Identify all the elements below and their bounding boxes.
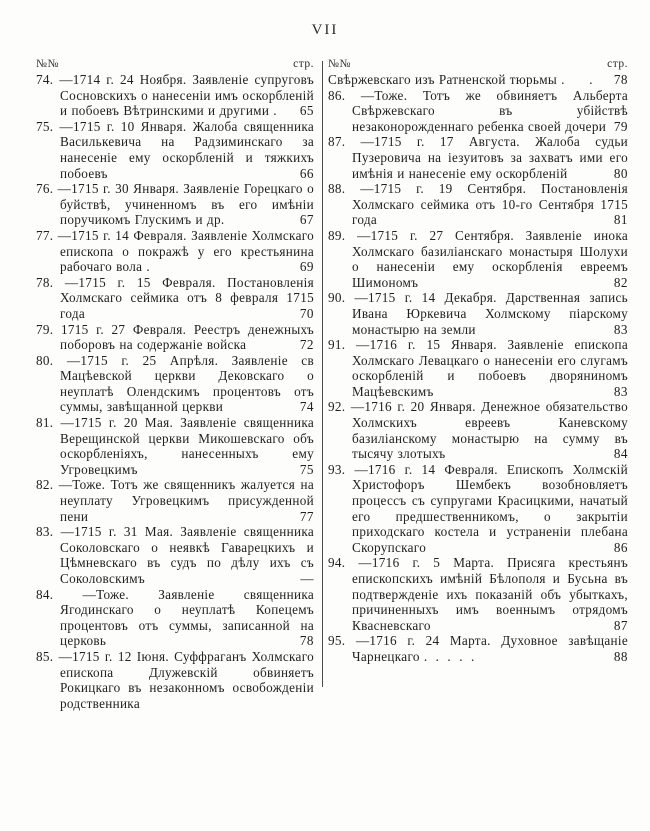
entry-text: —Тоже. Тотъ же священникъ жалуется на неуплату Угровецкимъ присужденной пени — [58, 477, 314, 524]
entry-page-number: 78 — [613, 72, 628, 87]
entry-text: —1716 г. 24 Марта. Духовное завѣщаніе Чарнецкаго . . . . . — [352, 633, 628, 664]
number-column-header: №№ — [328, 58, 351, 70]
toc-entry — [36, 353, 314, 415]
entry-page-number: 69 — [299, 259, 314, 275]
entry-text: —1715 г. 31 Мая. Заявленіе священника Соколовскаго о неявкѣ Гаварецкихъ и Цѣмневскаго въ судъ по дѣлу ихъ съ Соколовскимъ — [60, 524, 314, 586]
entry-page-number: 78 — [299, 633, 314, 649]
entry-page-number: 70 — [299, 305, 314, 321]
entry-text: —Тоже. Заявленіе священника Ягодинскаго о неуплатѣ Копецемъ процентовъ отъ суммы, записанной на церковь — [60, 586, 314, 649]
entry-text: —1715 г. 25 Апрѣля. Заявленіе св Мацѣевской церкви Дековскаго о неуплатѣ Олендскимъ процентовъ отъ суммы, завѣщанной церкви — [60, 352, 314, 415]
entry-number: 80. — [36, 352, 54, 368]
entry-page-number: 83 — [613, 383, 628, 399]
entry-page-number: 66 — [299, 165, 314, 181]
toc-entry — [328, 337, 628, 399]
toc-entry — [36, 415, 314, 477]
entry-text: Свѣржевскаго изъ Ратненской тюрьмы . . — [328, 72, 593, 87]
entry-page-number: 79 — [613, 118, 628, 134]
toc-entry — [328, 181, 628, 228]
entry-number: 79. — [36, 321, 54, 337]
entry-number: 77. — [36, 227, 54, 243]
entry-number: 81. — [36, 415, 54, 431]
page-number-roman: VII — [311, 22, 339, 38]
page-column-header: стр. — [607, 58, 628, 70]
entry-text: —1715 г. 19 Сентября. Постановленія Холмскаго сеймика отъ 10-го Сентября 1715 года — [352, 181, 628, 228]
toc-column-left — [36, 53, 314, 711]
entry-number: 89. — [328, 227, 346, 243]
entry-number: 92. — [328, 399, 346, 415]
entry-text: —1715 г. 20 Мая. Заявленіе священника Верещинской церкви Микошевскаго объ оскорбленіяхъ, нанесенныхъ ему Угровецкимъ — [60, 415, 314, 477]
entry-text: —1716 г. 15 Января. Заявленіе епископа Холмскаго Левацкаго о нанесеніи его слугамъ оскорбленій и побоевъ дворяниномъ Мацѣевскимъ — [352, 337, 628, 399]
entry-text: —1715 г. 14 Декабря. Дарственная запись Ивана Юркевича Холмскому піарскому монастырю на земли — [352, 290, 628, 337]
entry-page-number: 83 — [613, 321, 628, 337]
entry-number: 83. — [36, 524, 54, 540]
toc-entry — [36, 649, 314, 711]
entry-text: —Тоже. Тотъ же обвиняетъ Альберта Свѣржевскаго въ убійствѣ незаконорожденнаго ребенка своей дочери — [352, 87, 628, 134]
toc-entry — [328, 290, 628, 337]
entry-page-number: 84 — [613, 446, 628, 462]
entry-text: —1716 г. 20 Января. Денежное обязательство Холмскихъ евреевъ Каневскому базиліанскому монастырю на сумму въ тысячу злотыхъ — [350, 399, 628, 462]
entry-number: 90. — [328, 290, 346, 306]
entry-text: —1716 г. 14 Февраля. Епископъ Холмскій Христофоръ Шембекъ возобновляетъ процессъ съ супругами Красицкими, начатый его предшественникомъ, о закрытіи приходскаго костела и устраненіи плебана Скорупскаго — [352, 461, 628, 555]
toc-entry — [328, 228, 628, 290]
entry-text: 1715 г. 27 Февраля. Реестръ денежныхъ поборовъ на содержаніе войска — [60, 321, 314, 353]
toc-entry — [328, 633, 628, 664]
toc-entry — [328, 399, 628, 461]
entry-text: —1715 г. 12 Іюня. Суффраганъ Холмскаго епископа Длужевскій обвиняетъ Рокицкаго въ незаконномъ освобожденіи родственника — [58, 648, 314, 711]
entry-page-number: 82 — [613, 274, 628, 290]
entry-page-number: 77 — [299, 508, 314, 524]
toc-column-right — [328, 53, 628, 711]
entry-page-number: 81 — [613, 212, 628, 228]
entry-number: 76. — [36, 181, 54, 197]
toc-entry — [36, 72, 314, 119]
entry-page-number: 67 — [299, 212, 314, 228]
entry-number: 84. — [36, 586, 54, 602]
column-header-left — [36, 53, 314, 70]
toc-entry — [328, 88, 628, 135]
toc-entry — [328, 555, 628, 633]
entry-number: 87. — [328, 134, 346, 150]
entry-number: 74. — [36, 72, 54, 87]
number-column-header: №№ — [36, 58, 59, 70]
toc-entry — [328, 72, 628, 88]
entry-text: —1716 г. 5 Марта. Присяга крестьянъ епископскихъ имѣній Бѣлополя и Бусьна въ подтвержденіе ихъ показаній объ убыткахъ, причиненныхъ имъ военнымъ отрядомъ Квасневскаго — [352, 555, 628, 633]
entry-number: 93. — [328, 461, 346, 477]
entry-page-number: 88 — [613, 648, 628, 664]
toc-entry — [36, 477, 314, 524]
toc-entry — [36, 119, 314, 181]
toc-entry — [36, 228, 314, 275]
page-column-header: стр. — [293, 58, 314, 70]
entry-page-number: 86 — [613, 539, 628, 555]
entry-text: —1714 г. 24 Ноября. Заявленіе супруговъ Сосновскихъ о нанесеніи имъ оскорбленій и побоевъ Вѣтринскими и другими . — [59, 72, 314, 119]
toc-entries-left — [36, 72, 314, 711]
toc-entry — [36, 181, 314, 228]
toc-entry — [328, 462, 628, 556]
toc-entry — [36, 275, 314, 322]
entry-text: —1715 г. 30 Января. Заявленіе Горецкаго о буйствѣ, учиненномъ въ его имѣніи поручикомъ Глускимъ и др. — [57, 181, 314, 228]
entry-text: —1715 г. 14 Февраля. Заявленіе Холмскаго епископа о покражѣ у его крестьянина рабочаго вола . — [57, 227, 314, 275]
entry-number: 85. — [36, 648, 54, 664]
entry-number: 86. — [328, 87, 346, 103]
toc-columns — [36, 53, 628, 711]
entry-text: —1715 г. 27 Сентября. Заявленіе инока Холмскаго базиліанскаго монастыря Шолухи о нанесеніи ему оскорбленія евреемъ Шимономъ — [352, 227, 628, 290]
entry-number: 82. — [36, 477, 54, 493]
toc-entry — [36, 524, 314, 586]
entry-number: 94. — [328, 555, 346, 571]
entry-number: 75. — [36, 118, 54, 134]
entry-text: —1715 г. 10 Января. Жалоба священника Василькевича на Радзиминскаго за нанесеніе ему оскорбленій и тяжкихъ побоевъ — [59, 118, 314, 181]
entry-page-number: 80 — [613, 165, 628, 181]
column-header-right — [328, 53, 628, 70]
entry-page-number: 74 — [299, 399, 314, 415]
entry-number: 88. — [328, 181, 346, 197]
entry-text: —1715 г. 17 Августа. Жалоба судьи Пузеровича на іезуитовъ за захватъ ими его имѣнія и нанесеніе ему оскорбленій — [352, 134, 628, 181]
entry-page-number: 75 — [299, 461, 314, 477]
toc-entry — [328, 134, 628, 181]
toc-entry — [36, 322, 314, 353]
entry-number: 91. — [328, 337, 346, 353]
toc-entries-right — [328, 72, 628, 665]
toc-entry — [36, 587, 314, 649]
entry-page-number: 65 — [299, 103, 314, 119]
entry-page-number: 72 — [299, 337, 314, 353]
entry-number: 78. — [36, 274, 54, 290]
column-divider-rule — [322, 61, 323, 687]
entry-number: 95. — [328, 633, 346, 649]
entry-page-number: 87 — [613, 617, 628, 633]
entry-text: —1715 г. 15 Февраля. Постановленія Холмскаго сеймика отъ 8 февраля 1715 года — [60, 274, 314, 321]
entry-page-number: — — [300, 571, 314, 586]
